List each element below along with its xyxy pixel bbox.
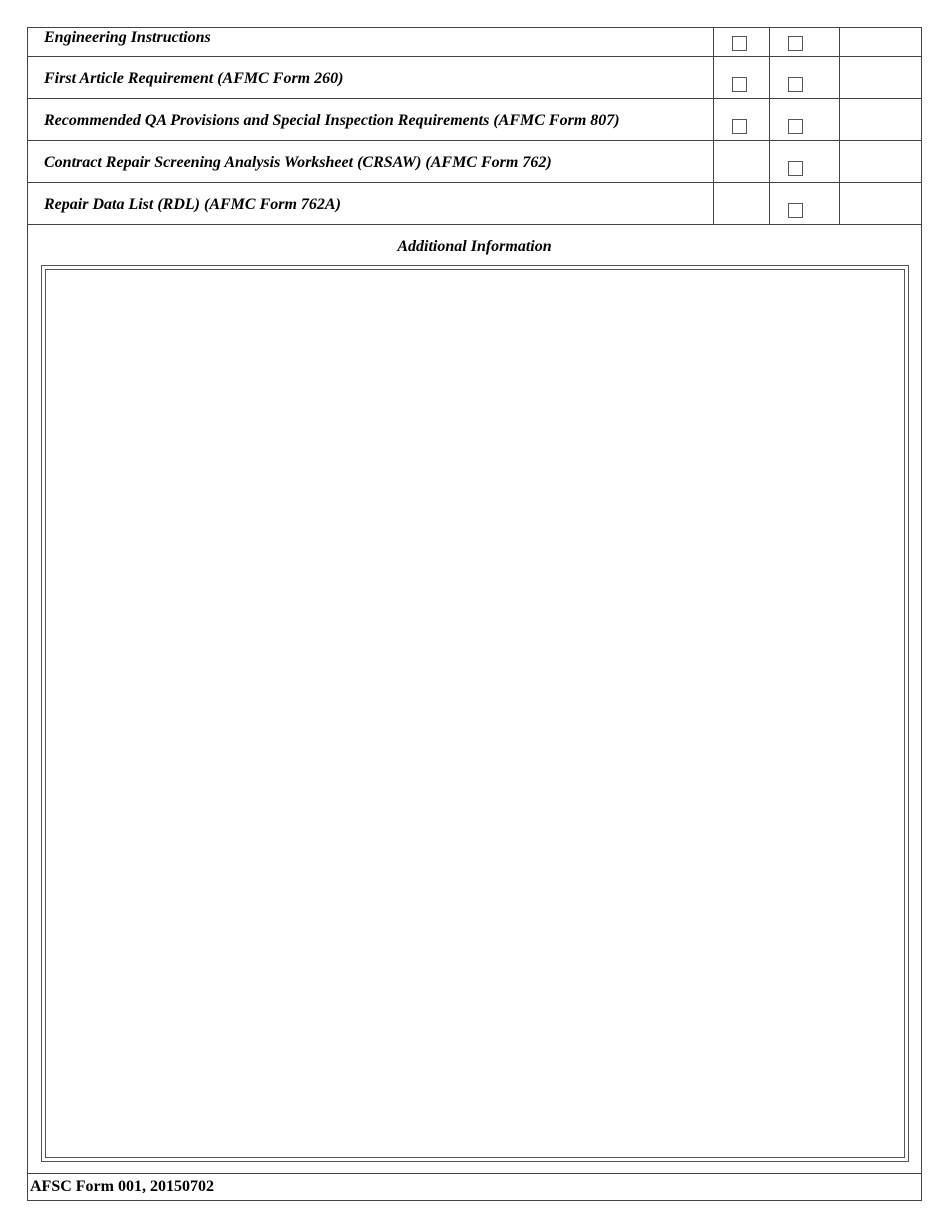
row-checkbox-2[interactable] — [788, 77, 803, 92]
row-checkbox-2[interactable] — [788, 161, 803, 176]
row-label: Recommended QA Provisions and Special Inspection Requirements (AFMC Form 807) — [44, 112, 620, 129]
row-checkbox-2[interactable] — [788, 119, 803, 134]
column-divider — [769, 28, 770, 56]
column-divider — [769, 183, 770, 224]
column-divider — [839, 28, 840, 56]
column-divider — [839, 99, 840, 140]
column-divider — [839, 183, 840, 224]
form-footer — [28, 1173, 921, 1201]
table-row — [28, 57, 921, 99]
row-checkbox-1[interactable] — [732, 77, 747, 92]
column-divider — [769, 99, 770, 140]
column-divider — [769, 57, 770, 98]
form-id: AFSC Form 001, 20150702 — [30, 1178, 214, 1195]
column-divider — [713, 99, 714, 140]
column-divider — [713, 183, 714, 224]
row-label: First Article Requirement (AFMC Form 260) — [44, 70, 344, 87]
column-divider — [839, 141, 840, 182]
table-row — [28, 28, 921, 57]
row-label: Contract Repair Screening Analysis Worksheet (CRSAW) (AFMC Form 762) — [44, 154, 552, 171]
additional-info-title: Additional Information — [397, 238, 552, 255]
row-checkbox-1[interactable] — [732, 119, 747, 134]
additional-info-field[interactable] — [46, 270, 904, 1157]
column-divider — [769, 141, 770, 182]
column-divider — [713, 141, 714, 182]
additional-info-box — [41, 265, 909, 1162]
row-checkbox-2[interactable] — [788, 203, 803, 218]
column-divider — [713, 57, 714, 98]
table-row — [28, 141, 921, 183]
form-page — [27, 27, 922, 1201]
additional-info-inner — [45, 269, 905, 1158]
row-label: Repair Data List (RDL) (AFMC Form 762A) — [44, 196, 341, 213]
column-divider — [839, 57, 840, 98]
table-row — [28, 99, 921, 141]
table-row — [28, 183, 921, 225]
row-label: Engineering Instructions — [44, 29, 211, 46]
column-divider — [713, 28, 714, 56]
row-checkbox-1[interactable] — [732, 36, 747, 51]
row-checkbox-2[interactable] — [788, 36, 803, 51]
